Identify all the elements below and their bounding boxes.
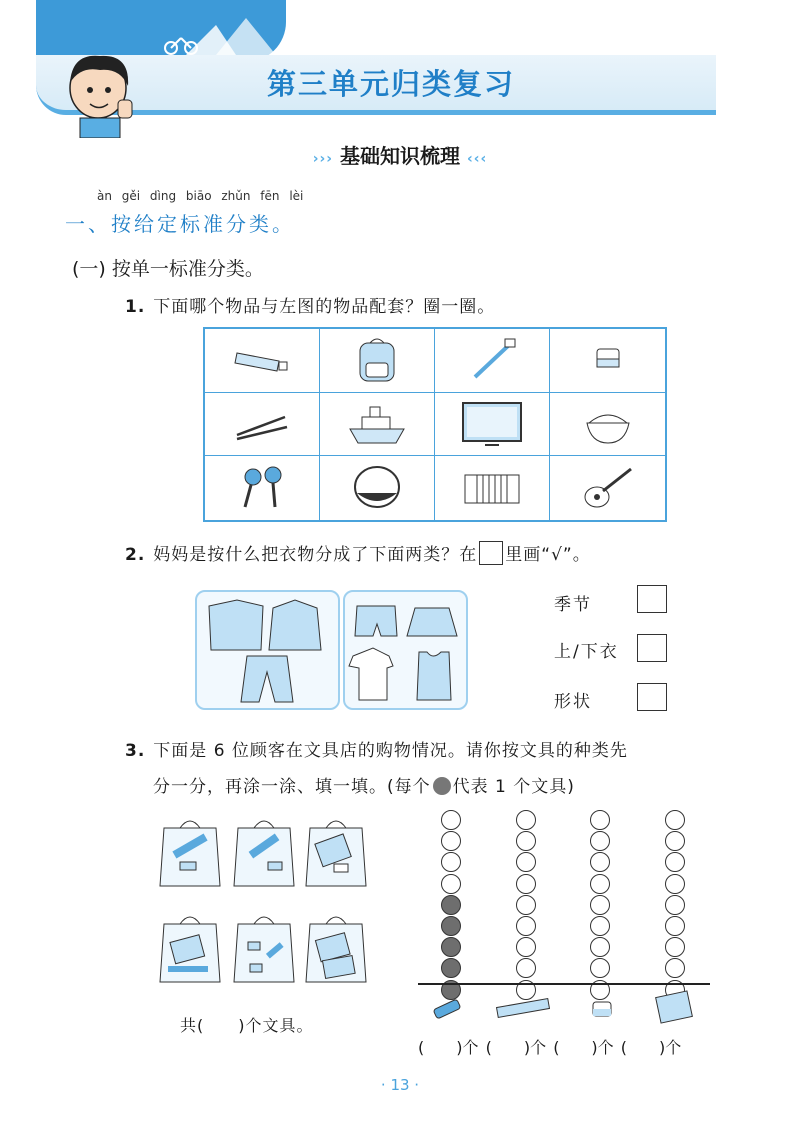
tally-circle[interactable]: [665, 916, 685, 936]
tally-circle[interactable]: [665, 895, 685, 915]
tally-circle[interactable]: [516, 852, 536, 872]
option-label: 季节: [554, 595, 592, 615]
circle-column-ruler: [516, 810, 538, 1001]
section-heading: [0, 140, 800, 169]
tally-circle[interactable]: [665, 874, 685, 894]
page-title: 第三单元归类复习: [267, 67, 516, 101]
tally-circle[interactable]: [665, 937, 685, 957]
shopping-bag-icon: [158, 908, 222, 984]
ruler-icon: [493, 995, 553, 1021]
shopping-bag-icon: [304, 908, 368, 984]
option-label: 形状: [554, 692, 592, 712]
shopping-bag-icon: [158, 812, 222, 888]
tally-circle[interactable]: [441, 852, 461, 872]
table-cell: [205, 329, 320, 393]
tally-circle[interactable]: [590, 810, 610, 830]
toothpaste-icon: [227, 335, 297, 385]
count-answer-ruler[interactable]: ( )个: [485, 1038, 547, 1057]
tally-circle[interactable]: [441, 937, 461, 957]
table-cell[interactable]: [320, 329, 435, 393]
pictograph-baseline: [418, 983, 710, 985]
question-number: 2.: [125, 545, 146, 565]
tally-circle[interactable]: [516, 937, 536, 957]
pinyin-line: àn gěi dìng biāo zhǔn fēn lèi: [97, 189, 304, 203]
circle-column-glue-stick: [441, 810, 463, 1001]
table-cell[interactable]: [320, 456, 435, 520]
table-cell[interactable]: [435, 393, 550, 457]
option-checkbox-top-bottom[interactable]: [637, 634, 667, 662]
shopping-bag-icon: [232, 812, 296, 888]
question-text-end: 代表 1 个文具): [452, 777, 575, 797]
question-3: [125, 736, 628, 761]
question-2: [125, 540, 591, 565]
ship-icon[interactable]: [342, 399, 412, 449]
question-text: 下面是 6 位顾客在文具店的购物情况。请你按文具的种类先: [153, 741, 628, 761]
exercise-book-icon: [650, 988, 700, 1028]
summer-clothes-icon: [345, 592, 466, 708]
option-label: 上/下衣: [554, 642, 619, 662]
shopping-bag-icon: [304, 812, 368, 888]
count-answer-glue[interactable]: ( )个: [418, 1038, 479, 1057]
clothes-group-left: [195, 590, 340, 710]
table-cell[interactable]: [550, 456, 665, 520]
tally-circle[interactable]: [590, 852, 610, 872]
glue-stick-icon: [428, 996, 468, 1022]
count-answer-eraser[interactable]: ( )个: [553, 1038, 614, 1057]
circle-column-exercise-book: [665, 810, 687, 1001]
table-cell[interactable]: [550, 393, 665, 457]
table-cell: [205, 456, 320, 520]
chopsticks-icon: [227, 399, 297, 449]
matching-table: [203, 327, 667, 522]
winter-clothes-icon: [197, 592, 338, 708]
tally-circle[interactable]: [665, 810, 685, 830]
tally-circle[interactable]: [665, 852, 685, 872]
rice-bowl-icon[interactable]: [573, 399, 643, 449]
toothbrush-icon[interactable]: [457, 335, 527, 385]
tally-circle[interactable]: [516, 895, 536, 915]
tally-circle[interactable]: [590, 895, 610, 915]
shopping-bag-icon: [232, 908, 296, 984]
question-number: 1.: [125, 297, 146, 317]
television-icon[interactable]: [457, 399, 527, 449]
option-checkbox-season[interactable]: [637, 585, 667, 613]
question-text: 妈妈是按什么把衣物分成了下面两类？在: [153, 545, 478, 565]
tally-circle[interactable]: [665, 831, 685, 851]
page-number: · 13 ·: [380, 1076, 420, 1094]
tally-circle[interactable]: [441, 810, 461, 830]
question-1: [125, 292, 495, 317]
tally-circle[interactable]: [590, 916, 610, 936]
answer-box-sample: [479, 541, 503, 565]
tally-circle[interactable]: [590, 831, 610, 851]
tally-circle[interactable]: [516, 810, 536, 830]
question-text-end: 里画“√”。: [505, 545, 591, 565]
tally-circle[interactable]: [590, 874, 610, 894]
total-answer[interactable]: 共( )个文具。: [180, 1016, 314, 1035]
circle-column-eraser: [590, 810, 612, 1001]
tally-circle[interactable]: [441, 831, 461, 851]
eraser-icon: [588, 996, 618, 1022]
clothes-group-right: [343, 590, 468, 710]
question-number: 3.: [125, 741, 146, 761]
eraser-icon[interactable]: [573, 335, 643, 385]
question-3-line2: [153, 772, 575, 797]
question-text: 分一分，再涂一涂、填一填。(每个: [153, 777, 431, 797]
table-cell: [205, 393, 320, 457]
guitar-icon[interactable]: [573, 463, 643, 513]
gray-circle-icon: [433, 777, 451, 795]
count-answer-book[interactable]: ( )个: [620, 1038, 682, 1057]
table-cell[interactable]: [435, 329, 550, 393]
tally-circle[interactable]: [441, 958, 461, 978]
accordion-icon[interactable]: [457, 463, 527, 513]
tally-circle[interactable]: [441, 874, 461, 894]
boy-thumbs-up-icon: [50, 48, 150, 138]
option-checkbox-shape[interactable]: [637, 683, 667, 711]
part-heading: 一、按给定标准分类。: [65, 212, 295, 236]
table-cell[interactable]: [435, 456, 550, 520]
arrows-right: ‹‹‹: [466, 151, 488, 167]
count-answers: [418, 1035, 681, 1058]
drum-icon[interactable]: [342, 463, 412, 513]
tally-circle[interactable]: [516, 874, 536, 894]
tally-circle[interactable]: [441, 895, 461, 915]
tally-circle[interactable]: [665, 958, 685, 978]
tally-circle[interactable]: [516, 831, 536, 851]
arrows-left: ›››: [312, 151, 334, 167]
tally-circle[interactable]: [441, 916, 461, 936]
section-title: 基础知识梳理: [340, 144, 460, 168]
tally-circle[interactable]: [516, 958, 536, 978]
tally-circle[interactable]: [590, 958, 610, 978]
table-cell[interactable]: [320, 393, 435, 457]
maracas-icon: [227, 463, 297, 513]
backpack-icon[interactable]: [342, 335, 412, 385]
sub-heading: (一) 按单一标准分类。: [72, 258, 264, 280]
table-cell[interactable]: [550, 329, 665, 393]
tally-circle[interactable]: [516, 916, 536, 936]
tally-circle[interactable]: [590, 937, 610, 957]
question-text: 下面哪个物品与左图的物品配套？圈一圈。: [153, 297, 496, 317]
